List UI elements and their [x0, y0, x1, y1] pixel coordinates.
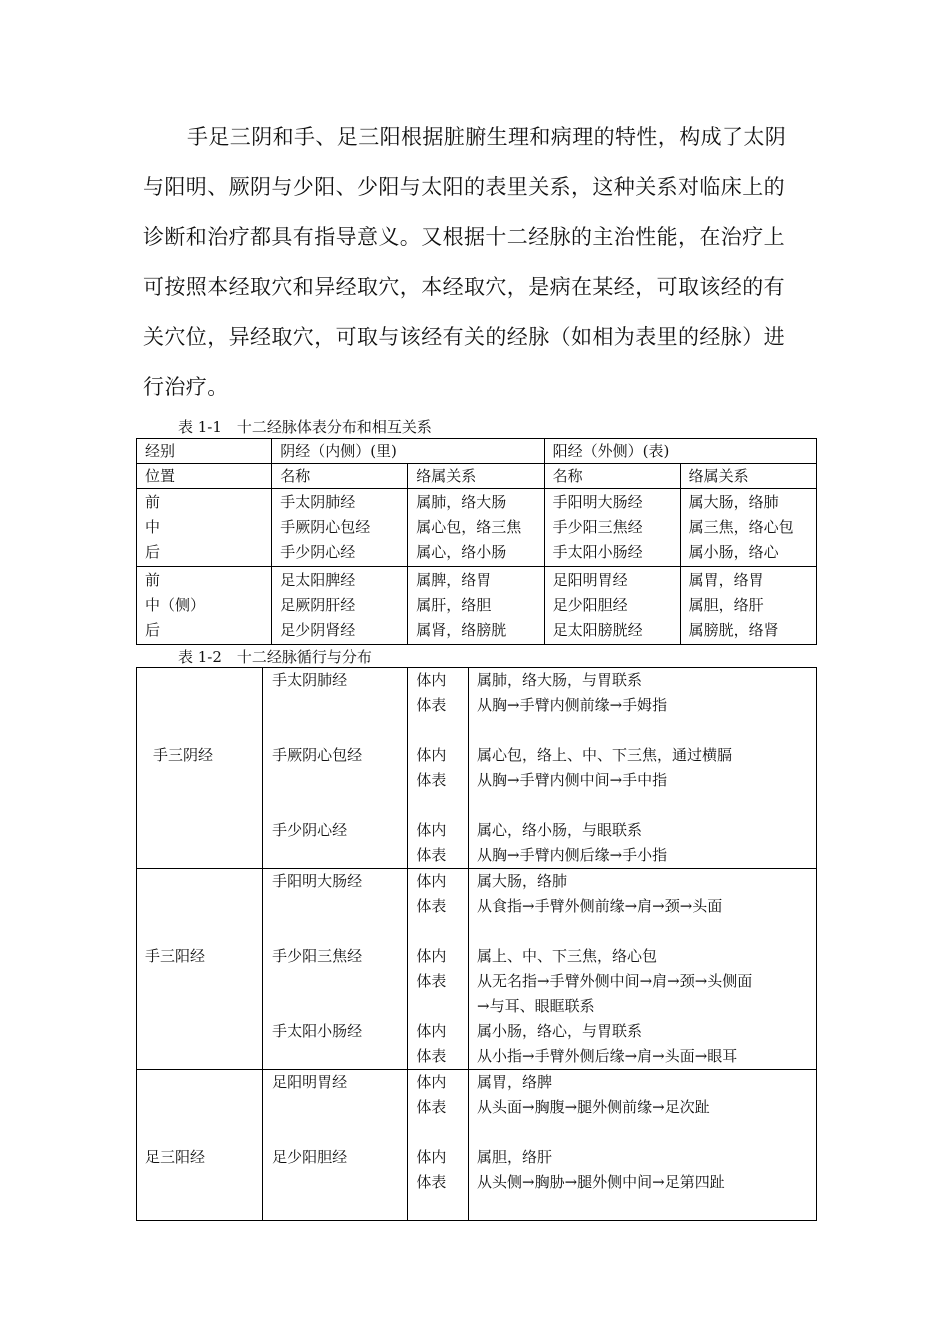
- cell-text: [272, 843, 407, 868]
- header-cell: 名称: [272, 464, 408, 489]
- cell-text: 手少阴心经: [280, 543, 356, 561]
- table2-caption: 表 1-2 十二经脉循行与分布: [178, 648, 372, 666]
- meridian-distribution-table: [136, 438, 817, 645]
- cell-text: 体表: [416, 846, 447, 864]
- cell-text: 属大肠，络肺: [477, 872, 568, 890]
- cell-text: 体表: [416, 1098, 447, 1116]
- cell-text: 体内: [416, 872, 447, 890]
- group-label-cell: [137, 869, 263, 1070]
- cell-text: 手太阴肺经: [272, 671, 348, 689]
- group-label-cell: [137, 1070, 263, 1221]
- cell-text: [416, 793, 468, 818]
- cell-text: 中: [145, 518, 161, 536]
- cell-text: 属小肠，络心: [688, 543, 779, 561]
- cell-text: [272, 1120, 407, 1145]
- header-cell: 经别: [137, 439, 272, 464]
- spacer: [145, 969, 262, 994]
- position-cell: [137, 567, 272, 645]
- spacer: [145, 894, 262, 919]
- cell-text: 体表: [416, 1173, 447, 1191]
- header-cell: 位置: [137, 464, 272, 489]
- table-row: [137, 668, 817, 869]
- cell-text: 体表: [416, 1047, 447, 1065]
- spacer: [145, 793, 262, 818]
- cell-text: 体内: [416, 746, 447, 764]
- header-cell: 络属关系: [680, 464, 816, 489]
- group-label: 手三阴经: [153, 746, 214, 764]
- cell-text: 后: [145, 543, 161, 561]
- spacer: [145, 1195, 262, 1220]
- table-row: [137, 869, 817, 1070]
- spacer: [145, 1120, 262, 1145]
- cell-text: 属肾，络膀胱: [416, 621, 507, 639]
- group-label: 足三阳经: [145, 1148, 206, 1166]
- cell-text: 手少阳三焦经: [272, 947, 363, 965]
- cell-text: 从小指→手臂外侧后缘→肩→头面→眼耳: [477, 1047, 738, 1065]
- cell-text: 属心包，络上、中、下三焦，通过横膈: [477, 746, 733, 764]
- cell-text: 手太阳小肠经: [272, 1022, 363, 1040]
- cell-text: 属肺，络大肠: [416, 493, 507, 511]
- cell-text: 体内: [416, 947, 447, 965]
- cell-text: 足太阳膀胱经: [552, 621, 643, 639]
- cell-text: 手太阳小肠经: [552, 543, 643, 561]
- cell-text: 属小肠，络心，与胃联系: [477, 1022, 643, 1040]
- paragraph-line: 与阳明、厥阴与少阳、少阳与太阳的表里关系，这种关系对临床上的: [143, 175, 785, 199]
- cell-text: 从胸→手臂内侧后缘→手小指: [477, 846, 668, 864]
- meridian-name-cell: [263, 869, 408, 1070]
- spacer: [145, 1095, 262, 1120]
- cell-text: 足少阳胆经: [552, 596, 628, 614]
- spacer: [145, 919, 262, 944]
- spacer: [145, 1019, 262, 1044]
- description-cell: [469, 869, 817, 1070]
- cell-text: 足太阳脾经: [280, 571, 356, 589]
- cell-text: [477, 1120, 816, 1145]
- paragraph-line: 可按照本经取穴和异经取穴，本经取穴，是病在某经，可取该经的有: [143, 275, 785, 299]
- header-cell: 阴经（内侧）(里): [272, 439, 544, 464]
- cell-text: [477, 919, 816, 944]
- cell-text: 手阳明大肠经: [272, 872, 363, 890]
- cell-text: [416, 1120, 468, 1145]
- body-paragraph: [143, 112, 811, 412]
- cell-text: 足阳明胃经: [272, 1073, 348, 1091]
- yin-name-cell: [272, 567, 408, 645]
- cell-text: [272, 894, 407, 919]
- cell-text: 从胸→手臂内侧中间→手中指: [477, 771, 668, 789]
- spacer: [145, 1170, 262, 1195]
- cell-text: 属胆，络肝: [477, 1148, 553, 1166]
- cell-text: 手阳明大肠经: [552, 493, 643, 511]
- cell-text: 前: [145, 493, 161, 511]
- cell-text: 属胃，络脾: [477, 1073, 553, 1091]
- cell-text: [477, 718, 816, 743]
- yin-relation-cell: [408, 567, 544, 645]
- meridian-name-cell: [263, 668, 408, 869]
- cell-text: 体表: [416, 897, 447, 915]
- table-header-row: [137, 439, 817, 464]
- cell-text: [416, 919, 468, 944]
- spacer: [145, 693, 262, 718]
- cell-text: [416, 1195, 468, 1220]
- cell-text: [477, 1195, 816, 1220]
- cell-text: 体表: [416, 696, 447, 714]
- part-cell: [408, 869, 469, 1070]
- cell-text: 属胃，络胃: [688, 571, 764, 589]
- description-cell: [469, 1070, 817, 1221]
- spacer: [145, 843, 262, 868]
- cell-text: [272, 718, 407, 743]
- cell-text: 体内: [416, 821, 447, 839]
- cell-text: [272, 969, 407, 994]
- table-row: [137, 567, 817, 645]
- position-cell: [137, 489, 272, 567]
- cell-text: 足少阴肾经: [280, 621, 356, 639]
- yang-name-cell: [544, 489, 680, 567]
- cell-text: 属胆，络肝: [688, 596, 764, 614]
- meridian-name-cell: [263, 1070, 408, 1221]
- cell-text: 手厥阴心包经: [272, 746, 363, 764]
- cell-text: 属脾，络胃: [416, 571, 492, 589]
- yang-name-cell: [544, 567, 680, 645]
- spacer: [145, 768, 262, 793]
- cell-text: 从头面→胸腹→腿外侧前缘→足次趾: [477, 1098, 710, 1116]
- yang-relation-cell: [680, 567, 816, 645]
- description-cell: [469, 668, 817, 869]
- spacer: [145, 668, 262, 693]
- cell-text: 体表: [416, 771, 447, 789]
- spacer: [145, 869, 262, 894]
- paragraph-line: 行治疗。: [143, 375, 229, 399]
- cell-text: 从无名指→手臂外侧中间→肩→颈→头侧面: [477, 972, 753, 990]
- cell-text: 属心，络小肠，与眼联系: [477, 821, 643, 839]
- spacer: [145, 994, 262, 1019]
- cell-text: 足少阳胆经: [272, 1148, 348, 1166]
- cell-text: [272, 693, 407, 718]
- cell-text: 属上、中、下三焦，络心包: [477, 947, 658, 965]
- cell-text: [272, 768, 407, 793]
- cell-text: [272, 994, 407, 1019]
- paragraph-line: 关穴位，异经取穴，可取与该经有关的经脉（如相为表里的经脉）进: [143, 325, 785, 349]
- cell-text: 体内: [416, 1148, 447, 1166]
- part-cell: [408, 1070, 469, 1221]
- cell-text: 足阳明胃经: [552, 571, 628, 589]
- cell-text: [272, 919, 407, 944]
- cell-text: 手太阴肺经: [280, 493, 356, 511]
- table-row: [137, 1070, 817, 1221]
- cell-text: [477, 793, 816, 818]
- cell-text: 手少阴心经: [272, 821, 348, 839]
- header-cell: 名称: [544, 464, 680, 489]
- cell-text: 体内: [416, 1022, 447, 1040]
- group-label-cell: [137, 668, 263, 869]
- cell-text: 中（侧）: [145, 596, 206, 614]
- header-cell: 络属关系: [408, 464, 544, 489]
- cell-text: 属膀胱，络肾: [688, 621, 779, 639]
- spacer: [145, 1044, 262, 1069]
- yang-relation-cell: [680, 489, 816, 567]
- paragraph-line: 诊断和治疗都具有指导意义。又根据十二经脉的主治性能，在治疗上: [143, 225, 785, 249]
- cell-text: 从头侧→胸胁→腿外侧中间→足第四趾: [477, 1173, 725, 1191]
- meridian-course-table: [136, 667, 817, 1221]
- part-cell: [408, 668, 469, 869]
- table-row: [137, 489, 817, 567]
- cell-text: 属三焦，络心包: [688, 518, 794, 536]
- cell-text: [416, 718, 468, 743]
- header-cell: 阳经（外侧）(表): [544, 439, 816, 464]
- spacer: [145, 718, 262, 743]
- cell-text: 手少阳三焦经: [552, 518, 643, 536]
- cell-text: 前: [145, 571, 161, 589]
- cell-text: 从胸→手臂内侧前缘→手姆指: [477, 696, 668, 714]
- cell-text: [272, 1095, 407, 1120]
- cell-text: 体表: [416, 972, 447, 990]
- cell-text: 属心包，络三焦: [416, 518, 522, 536]
- cell-text: →与耳、眼眶联系: [477, 997, 595, 1015]
- cell-text: [272, 1195, 407, 1220]
- table-body: [137, 668, 817, 1221]
- group-label: 手三阳经: [145, 947, 206, 965]
- table1-caption: 表 1-1 十二经脉体表分布和相互关系: [178, 418, 432, 436]
- cell-text: 体内: [416, 671, 447, 689]
- cell-text: 后: [145, 621, 161, 639]
- cell-text: 属肝，络胆: [416, 596, 492, 614]
- cell-text: 属肺，络大肠，与胃联系: [477, 671, 643, 689]
- cell-text: 体内: [416, 1073, 447, 1091]
- yin-relation-cell: [408, 489, 544, 567]
- paragraph-line: 手足三阴和手、足三阳根据脏腑生理和病理的特性，构成了太阴: [187, 125, 787, 149]
- spacer: [145, 1070, 262, 1095]
- cell-text: [416, 994, 468, 1019]
- spacer: [145, 818, 262, 843]
- cell-text: 足厥阴肝经: [280, 596, 356, 614]
- cell-text: 从食指→手臂外侧前缘→肩→颈→头面: [477, 897, 723, 915]
- cell-text: [272, 793, 407, 818]
- yin-name-cell: [272, 489, 408, 567]
- cell-text: 属大肠，络肺: [688, 493, 779, 511]
- table-header-row: [137, 464, 817, 489]
- cell-text: [272, 1044, 407, 1069]
- cell-text: 属心，络小肠: [416, 543, 507, 561]
- cell-text: [272, 1170, 407, 1195]
- cell-text: 手厥阴心包经: [280, 518, 371, 536]
